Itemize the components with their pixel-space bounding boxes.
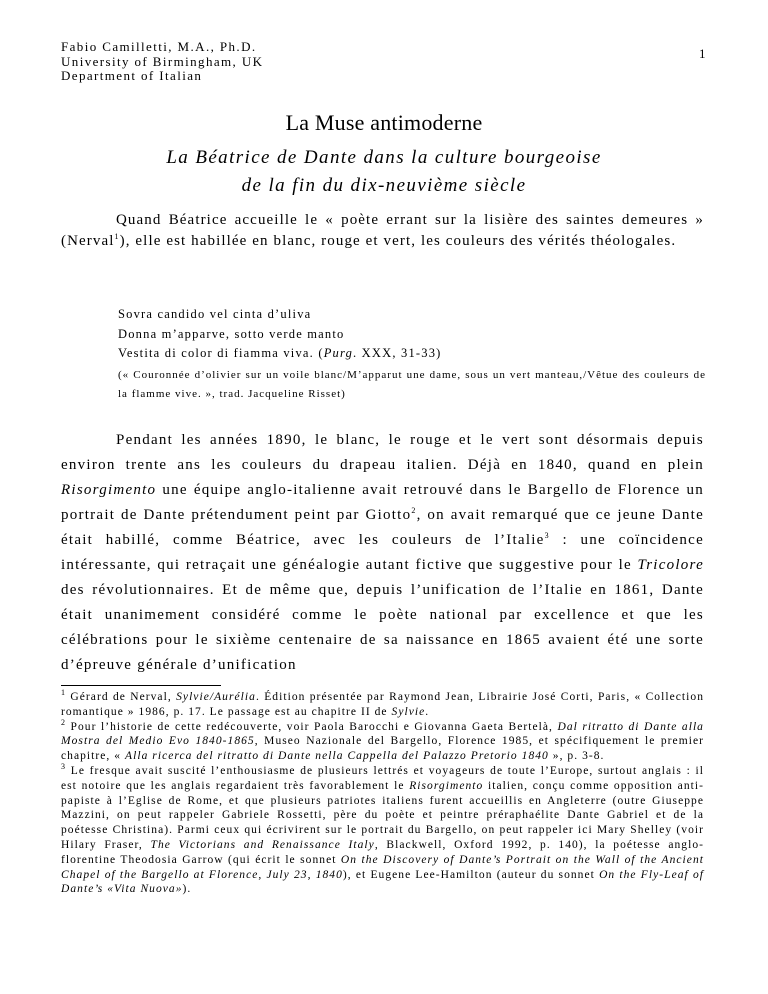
italic-term: Tricolore [637, 557, 704, 573]
footnote-text: Le fresque avait suscité l’enthousiasme de plusieurs lettrés et voyageurs de toute l’Europe, surtout anglais : il est notoire que les anglais regardaient très favorablement le [61, 764, 704, 792]
paragraph-text: , on avait remarqué que ce jeune Dante était habillé, comme Béatrice, avec les couleurs de l’Italie [61, 507, 704, 548]
subtitle-line-1: La Béatrice de Dante dans la culture bourgeoise [166, 147, 602, 168]
footnote-text: Gérard de Nerval, [66, 691, 177, 703]
subtitle-line-2: de la fin du dix-neuvième siècle [241, 175, 527, 196]
page-number: 1 [699, 46, 706, 61]
footnote-italic: Risorgimento [409, 779, 484, 792]
author-name: Fabio Camilletti, M.A., Ph.D. [61, 39, 257, 54]
footnote-italic: The Victorians and Renaissance Italy [150, 838, 375, 851]
footnote-italic: On the Fly-Leaf of Dante’s «Vita Nuova» [61, 868, 704, 896]
quote-text: Vestita di color di fiamma viva. ( [118, 346, 324, 360]
page-title: La Muse antimoderne [285, 110, 483, 135]
footnote-text: , Blackwell, Oxford 1992, p. 140), la poétesse anglo-florentine Theodosia Garrow (qui écrit le sonnet [61, 838, 705, 866]
quote-verse-2: Donna m’apparve, sotto verde manto [118, 326, 345, 341]
footnote-italic: Sylvie [391, 705, 426, 718]
quote-verse-3 [118, 344, 706, 364]
author-department: Department of Italian [61, 68, 203, 83]
footnote-ref-2[interactable]: 2 [411, 506, 417, 515]
paragraph-text: : une coïncidence intéressante, qui retraçait une généalogie autant fictive que suggestive pour le [61, 532, 704, 573]
footnote-3 [61, 764, 704, 897]
footnote-2 [61, 717, 704, 764]
footnotes [61, 690, 704, 897]
footnote-number: 1 [61, 688, 67, 698]
paragraph-text: des révolutionnaires. Et de même que, depuis l’unification de l’Italie en 1861, Dante était unanimement considéré comme le poète national par excellence et que les célébrations pour le sixième centenaire de sa naissance en 1865 avaient été une sorte d’épreuve générale d’unification [61, 582, 704, 673]
footnote-italic: Sylvie/Aurélia [176, 691, 256, 703]
footnote-ref-3[interactable]: 3 [544, 531, 550, 540]
quote-verse-1: Sovra candido vel cinta d’uliva [118, 307, 312, 321]
footnote-ref-1[interactable]: 1 [114, 232, 120, 241]
footnote-1 [61, 690, 704, 720]
quote-translation: (« Couronnée d’olivier sur un voile blanc/M’apparut une dame, sous un vert manteau,/Vêtue des couleurs de la flamme vive. », trad. Jacqueline Risset) [118, 368, 706, 400]
block-quote [118, 305, 706, 404]
quote-text: . XXX, 31-33) [353, 346, 442, 360]
footnote-number: 3 [61, 762, 67, 772]
footnote-text: , Museo Nazionale del Bargello, Florence 1985, et spécifiquement le premier chapitre, « [61, 735, 704, 763]
footnote-text: Pour l’historie de cette redécouverte, voir Paola Barocchi e Giovanna Gaeta Bertelà, [66, 720, 558, 733]
footnote-text: . [425, 705, 430, 718]
footnote-text: », p. 3-8. [548, 750, 605, 763]
footnote-text: . Édition présentée par Raymond Jean, Librairie José Corti, Paris, « Collection romantique » 1986, p. 17. Le passage est au chapitre II de [61, 691, 704, 718]
paragraph-main [61, 428, 704, 678]
paragraph-text: ), elle est habillée en blanc, rouge et vert, les couleurs des vérités théologales. [119, 233, 677, 249]
author-university: University of Birmingham, UK [61, 53, 264, 69]
footnote-text: italien, conçu comme opposition anti-papiste à l’Eglise de Rome, et que plusieurs patriotes italiens furent accueillis en Angleterre (outre Giuseppe Mazzini, on peut rappeler Gabriele Rossetti, père du poète et peintre préraphaélite Dante Gabriel et de la poétesse Christina). Parmi ceux qui écrivirent sur le portrait du Bargello, on peut rappeler ici Mary Shelley (voir Hilary Fraser, [61, 779, 704, 851]
footnote-italic: On the Discovery of Dante’s Portrait on the Wall of the Ancient Chapel of the Bargello at Florence, July 23, 1840 [61, 853, 704, 881]
author-header [61, 40, 263, 84]
footnote-italic: Alla ricerca del ritratto di Dante nella Cappella del Palazzo Pretorio 1840 [125, 750, 549, 763]
footnote-italic: Dal ritratto di Dante alla Mostra del Medio Evo 1840-1865 [61, 720, 704, 748]
paragraph-text: Quand Béatrice accueille le « poète errant sur la lisière des saintes demeures » (Nerval [61, 212, 704, 249]
italic-term: Risorgimento [61, 482, 157, 498]
footnote-number: 2 [61, 717, 67, 727]
paragraph-intro [61, 210, 704, 252]
footnote-text: ). [182, 883, 192, 896]
quote-source-title: Purg [323, 346, 354, 360]
paragraph-text: une équipe anglo-italienne avait retrouvé dans le Bargello de Florence un portrait de Dante prétendument peint par Giotto [61, 482, 704, 523]
paragraph-text: Pendant les années 1890, le blanc, le rouge et le vert sont désormais depuis environ trente ans les couleurs du drapeau italien. Déjà en 1840, quand en plein [61, 432, 704, 473]
footnote-divider [61, 685, 221, 686]
footnote-text: ), et Eugene Lee-Hamilton (auteur du sonnet [342, 868, 600, 881]
